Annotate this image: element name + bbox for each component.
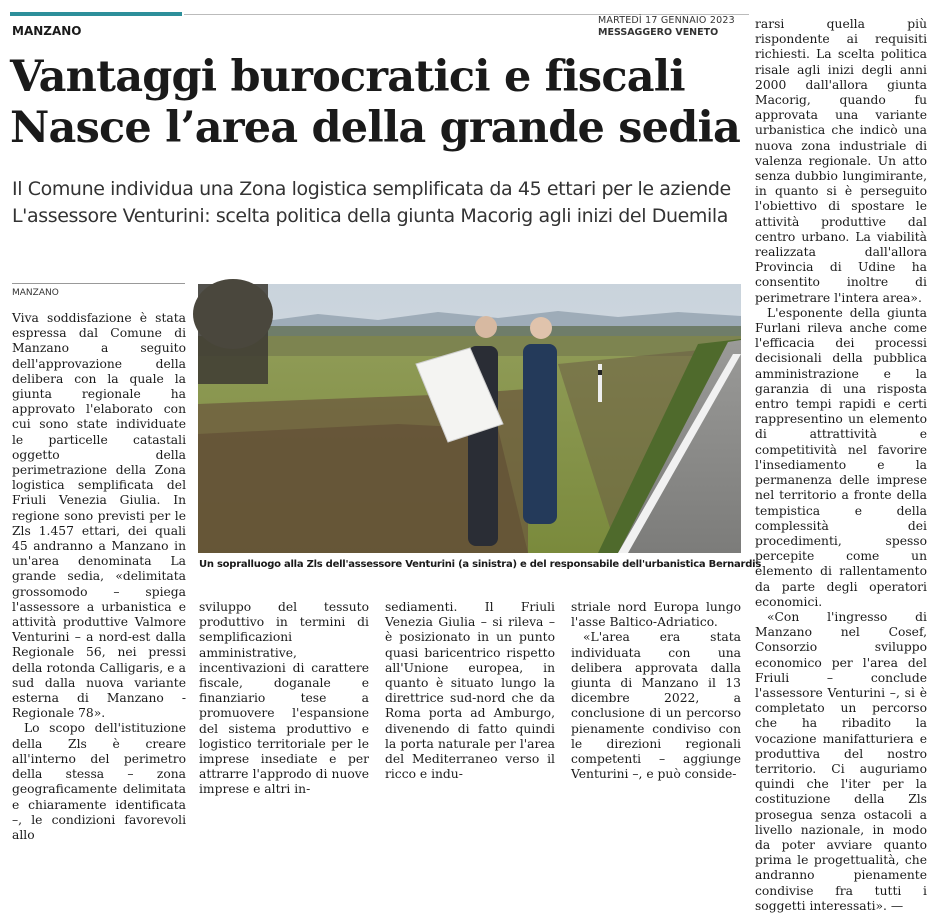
section-label: MANZANO — [12, 24, 82, 38]
kicker-rule — [12, 283, 185, 284]
paragraph: striale nord Europa lungo l'asse Baltico-Adriatico. — [571, 600, 741, 630]
article-photo — [198, 284, 741, 553]
article-column-2 — [199, 600, 369, 797]
headline-line-2: Nasce l’area della grande sedia — [10, 103, 741, 153]
subheadline-line-1: Il Comune individua una Zona logistica semplificata da 45 ettari per le aziende — [12, 178, 731, 200]
article-column-1 — [12, 311, 186, 842]
publication-name: MESSAGGERO VENETO — [598, 27, 719, 38]
article-column-3 — [385, 600, 555, 782]
headline-line-1: Vantaggi burocratici e fiscali — [10, 52, 685, 102]
paragraph: rarsi quella più rispondente ai requisiti richiesti. La scelta politica risale agli inizi degli anni 2000 dall'allora giunta Macorig, quando fu approvata una variante urbanistica che indicò una nuova zona industriale di valenza regionale. Un atto senza dubbio lungimirante, in quanto si è perseguito l'obiettivo di spostare le attività produttive dal centro urbano. La viabilità realizzata dall'allora Provincia di Udine ha consentito inoltre di perimetrare l'intera area». — [755, 17, 927, 305]
photo-caption: Un sopralluogo alla Zls dell'assessore Venturini (a sinistra) e del responsabile dell'urbanistica Bernardis — [199, 559, 762, 570]
subheadline-line-2: L'assessore Venturini: scelta politica della giunta Macorig agli inizi del Duemila — [12, 205, 729, 227]
paragraph: sediamenti. Il Friuli Venezia Giulia – si rileva – è posizionato in un punto quasi baricentrico rispetto all'Unione europea, in quanto è situato lungo la direttrice sud-nord che da Roma porta ad Amburgo, divenendo di fatto quindi la porta naturale per l'area del Mediterraneo verso il ricco e indu- — [385, 600, 555, 782]
dateline-kicker: MANZANO — [12, 288, 59, 298]
paragraph: Lo scopo dell'istituzione della Zls è creare all'interno del perimetro della stessa – zona geograficamente delimitata e chiaramente identificata –, le condizioni favorevoli allo — [12, 721, 186, 842]
paragraph: «Con l'ingresso di Manzano nel Cosef, Consorzio sviluppo economico per l'area del Friuli – conclude l'assessore Venturini –, si è completato un percorso che ha ribadito la vocazione manifatturiera e produttiva del nostro territorio. Ci auguriamo quindi che l'iter per la costituzione della Zls prosegua senza ostacoli a livello nazionale, in modo da poter avviare quanto prima le progettualità, che andranno pienamente condivise fra tutti i soggetti interessati». — — [755, 609, 927, 913]
paragraph: L'esponente della giunta Furlani rileva anche come l'efficacia dei processi decisionali della pubblica amministrazione e la garanzia di una risposta entro tempi rapidi e certi rappresentino un elemento di attrattività e competitività nel favorire l'insediamento e la permanenza delle imprese nel territorio a fronte della tempistica e della complessità dei procedimenti, spesso percepite come un elemento di rallentamento da parte degli operatori economici. — [755, 305, 927, 609]
paragraph: sviluppo del tessuto produttivo in termini di semplificazioni amministrative, incentivazioni di carattere fiscale, doganale e finanziario tese a promuovere l'espansione del sistema produttivo e logistico territoriale per le imprese insediate e per attrarre l'approdo di nuove imprese e altri in- — [199, 600, 369, 797]
article-column-4 — [571, 600, 741, 782]
landscape-photo-image — [198, 284, 741, 553]
paragraph: «L'area era stata individuata con una delibera approvata dalla giunta di Manzano il 13 dicembre 2022, a conclusione di un percorso pienamente condiviso con le direzioni regionali competenti – aggiunge Venturini –, e può conside- — [571, 630, 741, 782]
article-column-5 — [755, 17, 927, 913]
paragraph: Viva soddisfazione è stata espressa dal Comune di Manzano a seguito dell'approvazione della delibera con la quale la giunta regionale ha approvato l'elaborato con cui sono state individuate le particelle catastali oggetto della perimetrazione della Zona logistica semplificata del Friuli Venezia Giulia. In regione sono previsti per le Zls 1.457 ettari, dei quali 45 andranno a Manzano in un'area denominata La grande sedia, «delimitata grossomodo – spiega l'assessore a urbanistica e attività produttive Valmore Venturini – a nord-est dalla Regionale 56, nei pressi della rotonda Calligaris, e a sud dalla nuova variante esterna di Manzano - Regionale 78». — [12, 311, 186, 721]
issue-date: MARTEDÌ 17 GENNAIO 2023 — [598, 15, 735, 26]
section-accent-bar — [10, 12, 182, 16]
